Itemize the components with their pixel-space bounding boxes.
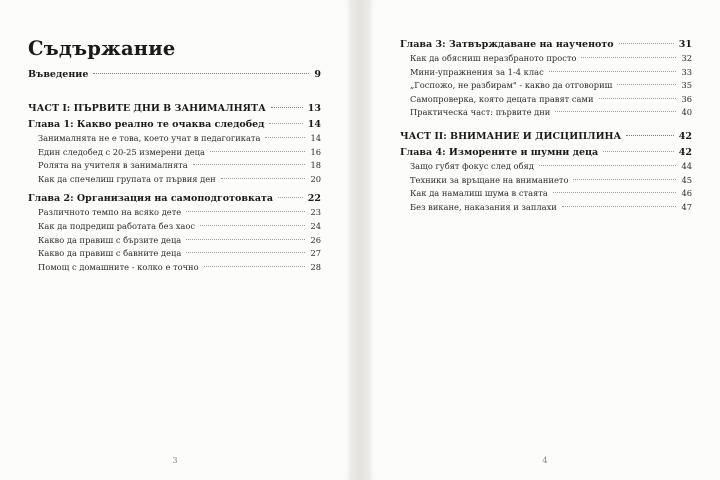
toc-section-entry[interactable] [400,160,692,174]
left-page [0,0,350,480]
toc-entry-title: Как да подредиш работата без хаос [38,220,196,231]
toc-dot-leader [278,197,303,198]
toc-dot-leader [186,239,305,240]
toc-entry-page: 13 [307,103,321,114]
toc-section-entry[interactable] [400,79,692,93]
toc-section-entry[interactable] [28,159,321,173]
toc-entry-title: Занималнята не е това, което учат в педагогиката [38,133,261,143]
toc-chapter-entry[interactable] [400,145,692,160]
toc-entry-title: Какво да правиш с бавните деца [38,248,182,259]
toc-entry-title: Глава 3: Затвърждаване на наученото [400,39,614,50]
toc-section-entry[interactable] [400,66,692,80]
toc-intro-entry[interactable] [28,66,321,84]
toc-entry-title: Техники за връщане на вниманието [410,174,569,185]
toc-entry-page: 9 [314,69,321,80]
toc-section-entry[interactable] [28,261,321,275]
toc-entry-page: 45 [681,174,692,185]
toc-dot-leader [221,178,306,179]
toc-entry-title: Мини-упражнения за 1-4 клас [410,66,544,77]
toc-spacer [28,92,321,100]
toc-entry-page: 47 [681,201,692,212]
toc-section-entry[interactable] [28,247,321,261]
toc-entry-title: Как да обясниш неразбраното просто [410,53,577,63]
toc-entry-page: 26 [310,234,321,245]
toc-section-entry[interactable] [28,234,321,248]
toc-dot-leader [539,165,677,166]
left-toc-list [28,66,321,274]
toc-dot-leader [186,211,305,212]
toc-entry-page: 32 [681,53,692,63]
toc-dot-leader [626,135,673,136]
toc-entry-title: Защо губят фокус след обяд [410,160,534,171]
toc-entry-title: Практическа част: първите дни [410,107,551,118]
toc-entry-title: Глава 1: Какво реално те очаква следобед [28,119,265,130]
toc-entry-page: 20 [310,173,321,184]
right-page [370,0,720,480]
toc-section-entry[interactable] [28,220,321,234]
toc-entry-title: Глава 2: Организация на самоподготовката [28,193,274,205]
toc-entry-title: Един следобед с 20-25 измерени деца [38,146,205,157]
toc-spacer [28,84,321,92]
toc-entry-title: Самопроверка, която децата правят сами [410,93,594,104]
toc-spacer [400,120,692,128]
toc-dot-leader [562,206,677,207]
toc-section-entry[interactable] [28,132,321,146]
toc-dot-leader [573,179,676,180]
toc-dot-leader [599,98,677,99]
toc-entry-title: Как да намалиш шума в стаята [410,188,548,199]
toc-dot-leader [269,123,302,124]
toc-chapter-entry[interactable] [400,37,692,52]
toc-entry-page: 46 [681,188,692,199]
toc-entry-page: 18 [310,160,321,171]
toc-entry-title: Различното темпо на всяко дете [38,207,182,218]
toc-entry-page: 36 [681,93,692,104]
toc-dot-leader [549,71,677,72]
toc-entry-page: 14 [310,133,321,143]
toc-dot-leader [553,192,677,193]
toc-entry-title: Какво да правиш с бързите деца [38,234,182,245]
toc-entry-title: Помощ с домашните - колко е точно [38,261,199,272]
toc-section-entry[interactable] [400,106,692,120]
toc-chapter-entry[interactable] [28,117,321,132]
toc-entry-page: 33 [681,66,692,77]
toc-section-entry[interactable] [400,187,692,201]
toc-entry-page: 28 [310,261,321,272]
toc-dot-leader [200,225,305,226]
toc-dot-leader [617,84,676,85]
toc-entry-page: 42 [678,130,692,142]
toc-dot-leader [603,151,674,152]
right-toc-list [400,37,692,214]
toc-dot-leader [265,137,305,138]
toc-section-entry[interactable] [400,174,692,188]
toc-entry-title: Без викане, наказания и заплахи [410,201,557,212]
toc-dot-leader [93,73,309,74]
toc-part-entry[interactable] [28,100,321,117]
toc-section-entry[interactable] [28,206,321,220]
toc-entry-page: 31 [678,39,692,50]
toc-section-entry[interactable] [400,93,692,107]
right-page-content [400,37,692,214]
toc-entry-title: „Госпожо, не разбирам" - какво да отговориш [410,80,613,91]
toc-entry-title: Глава 4: Изморените и шумни деца [400,146,599,158]
toc-dot-leader [555,111,676,112]
toc-part-entry[interactable] [400,128,692,145]
toc-dot-leader [619,43,674,44]
book-gutter [350,0,370,480]
toc-entry-title: ЧАСТ II: ВНИМАНИЕ И ДИСЦИПЛИНА [400,130,622,142]
toc-entry-page: 44 [681,160,692,171]
toc-entry-page: 22 [307,193,321,205]
toc-entry-title: Въведение [28,69,89,80]
toc-title: Съдържание [28,37,176,60]
toc-section-entry[interactable] [400,201,692,215]
toc-entry-page: 23 [310,207,321,218]
toc-entry-page: 14 [307,119,321,130]
toc-dot-leader [193,164,306,165]
toc-dot-leader [581,57,676,58]
toc-entry-title: Ролята на учителя в занималнята [38,160,188,171]
left-page-content [28,35,321,274]
toc-section-entry[interactable] [400,52,692,66]
toc-section-entry[interactable] [28,146,321,160]
toc-dot-leader [204,266,306,267]
toc-dot-leader [271,107,303,108]
toc-dot-leader [186,252,305,253]
toc-chapter-entry[interactable] [28,191,321,206]
toc-entry-page: 40 [681,107,692,118]
toc-entry-page: 16 [310,146,321,157]
right-page-number: 4 [542,456,548,466]
toc-entry-page: 42 [678,146,692,158]
toc-entry-page: 27 [310,248,321,259]
toc-dot-leader [210,151,306,152]
left-page-number: 3 [172,456,178,466]
toc-entry-page: 24 [310,220,321,231]
toc-section-entry[interactable] [28,173,321,187]
toc-entry-title: Как да спечелиш групата от първия ден [38,173,216,184]
toc-entry-title: ЧАСТ I: ПЪРВИТЕ ДНИ В ЗАНИМАЛНЯТА [28,103,266,114]
toc-entry-page: 35 [681,80,692,91]
